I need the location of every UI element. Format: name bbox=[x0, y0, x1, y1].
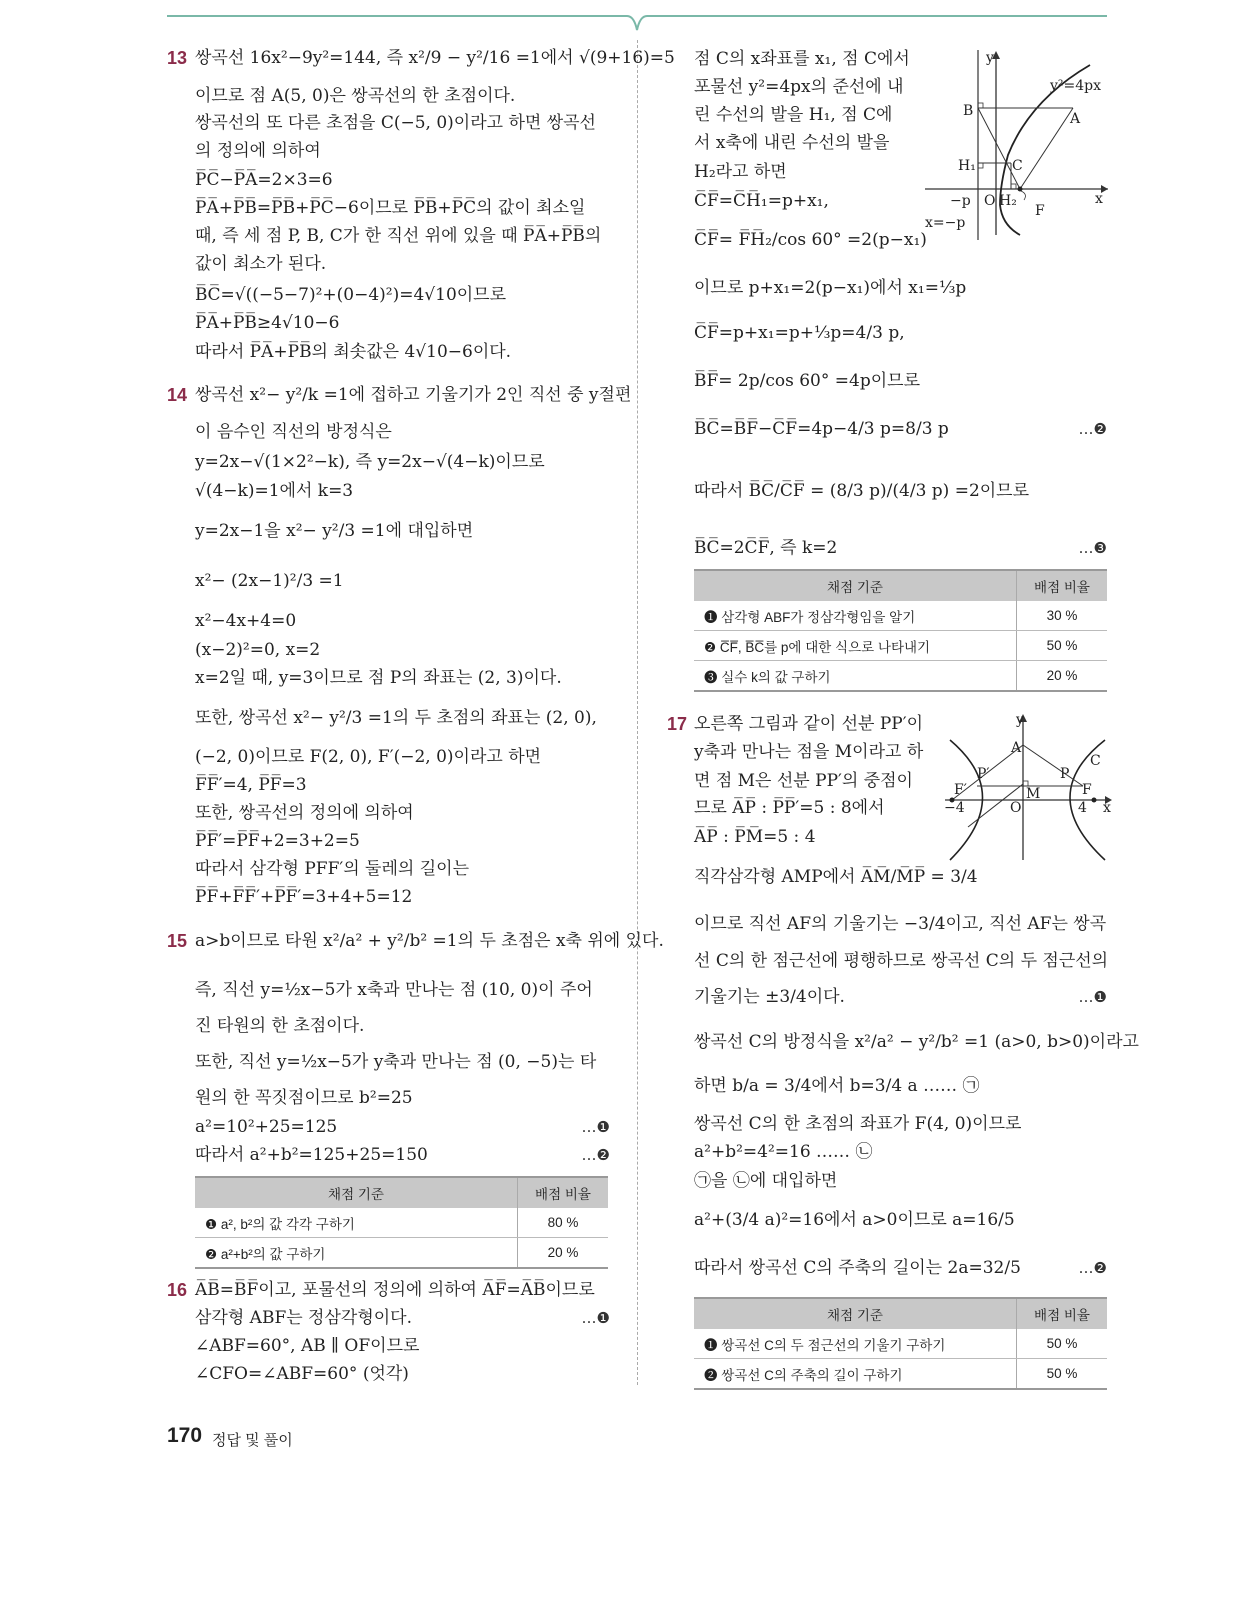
solution-line: 또한, 쌍곡선 x²− y²/3 =1의 두 초점의 좌표는 (2, 0), bbox=[195, 708, 597, 728]
solution-line: 린 수선의 발을 H₁, 점 C에 bbox=[694, 105, 893, 125]
step-marker: …❷ bbox=[1078, 420, 1107, 438]
ratio-cell: 80 % bbox=[518, 1208, 609, 1238]
solution-line: ∠CFO=∠ABF=60° (엇각) bbox=[195, 1364, 409, 1384]
solution-line: 또한, 직선 y=½x−5가 y축과 만나는 점 (0, −5)는 타 bbox=[195, 1052, 597, 1072]
solution-line: 서 x축에 내린 수선의 발을 bbox=[694, 133, 890, 153]
solution-line: √(4−k)=1에서 k=3 bbox=[195, 481, 354, 501]
fig1-negp-label: −p bbox=[950, 193, 971, 209]
solution-line: 하면 b/a = 3/4에서 b=3/4 a …… ㉠ bbox=[694, 1076, 980, 1096]
table-header bbox=[195, 1177, 608, 1208]
fig1-curve-label: y²=4px bbox=[1050, 78, 1102, 94]
fig2-Pprime-label: P′ bbox=[977, 766, 990, 782]
solution-line: 삼각형 ABF는 정삼각형이다. bbox=[195, 1308, 412, 1328]
fig1-H1-label: H₁ bbox=[958, 158, 976, 174]
problem-number: 15 bbox=[167, 931, 188, 951]
table-row bbox=[694, 661, 1107, 692]
page-number: 170 bbox=[167, 1424, 203, 1447]
solution-line: x²−4x+4=0 bbox=[195, 611, 297, 631]
criterion-cell: ❷ C̅F̅, B̅C̅를 p에 대한 식으로 나타내기 bbox=[694, 631, 1017, 661]
ratio-cell: 50 % bbox=[1017, 1329, 1108, 1359]
scoring-table-16 bbox=[694, 569, 1107, 692]
solution-line: y축과 만나는 점을 M이라고 하 bbox=[694, 742, 924, 762]
fig2-y-label: y bbox=[1016, 712, 1024, 728]
ratio-cell: 20 % bbox=[518, 1238, 609, 1269]
ratio-cell: 50 % bbox=[1017, 1359, 1108, 1390]
fig1-x-label: x bbox=[1095, 191, 1103, 207]
step-marker: …❶ bbox=[581, 1118, 610, 1136]
solution-line: 쌍곡선 C의 한 초점의 좌표가 F(4, 0)이므로 bbox=[694, 1114, 1022, 1134]
solution-line: 따라서 a²+b²=125+25=150 bbox=[195, 1145, 428, 1165]
solution-line: 직각삼각형 AMP에서 A̅M̅/M̅P̅ = 3/4 bbox=[694, 867, 978, 887]
solution-line: a²+(3/4 a)²=16에서 a>0이므로 a=16/5 bbox=[694, 1210, 1015, 1230]
fig1-A-label: A bbox=[1070, 111, 1081, 127]
header-cell: 채점 기준 bbox=[694, 570, 1017, 601]
scoring-table-15 bbox=[195, 1176, 608, 1269]
solution-line: P̅A̅+P̅B̅≥4√10−6 bbox=[195, 313, 340, 333]
solution-line: 선 C의 한 점근선에 평행하므로 쌍곡선 C의 두 점근선의 bbox=[694, 951, 1109, 971]
problem-number: 14 bbox=[167, 385, 188, 405]
scoring-table-17 bbox=[694, 1297, 1107, 1390]
solution-line: 면 점 M은 선분 PP′의 중점이 bbox=[694, 771, 913, 791]
solution-line: a²=10²+25=125 bbox=[195, 1117, 338, 1137]
solution-line: x²− (2x−1)²/3 =1 bbox=[195, 571, 344, 591]
solution-line: 포물선 y²=4px의 준선에 내 bbox=[694, 77, 904, 97]
fig2-neg4-label: −4 bbox=[944, 800, 965, 816]
header-cell: 채점 기준 bbox=[694, 1298, 1017, 1329]
solution-line: B̅C̅=2C̅F̅, 즉 k=2 bbox=[694, 538, 838, 558]
solution-line: 이 음수인 직선의 방정식은 bbox=[195, 422, 392, 442]
solution-line: y=2x−√(1×2²−k), 즉 y=2x−√(4−k)이므로 bbox=[195, 452, 545, 472]
solution-line: A̅B̅=B̅F̅이고, 포물선의 정의에 의하여 A̅F̅=A̅B̅이므로 bbox=[195, 1280, 595, 1300]
criterion-cell: ❸ 실수 k의 값 구하기 bbox=[694, 661, 1017, 692]
table-row bbox=[694, 631, 1107, 661]
ratio-cell: 50 % bbox=[1017, 631, 1108, 661]
solution-line: H₂라고 하면 bbox=[694, 162, 787, 182]
fig1-O-label: O bbox=[984, 193, 996, 209]
problem-number: 17 bbox=[667, 714, 688, 734]
solution-line: B̅C̅=B̅F̅−C̅F̅=4p−4/3 p=8/3 p bbox=[694, 419, 949, 439]
criterion-cell: ❷ a²+b²의 값 구하기 bbox=[195, 1238, 518, 1269]
criterion-cell: ❶ 쌍곡선 C의 두 점근선의 기울기 구하기 bbox=[694, 1329, 1017, 1359]
solution-line: 이므로 p+x₁=2(p−x₁)에서 x₁=⅓p bbox=[694, 278, 967, 298]
figure-hyperbola bbox=[930, 710, 1115, 865]
column-divider bbox=[637, 40, 638, 1385]
table-row bbox=[694, 1359, 1107, 1390]
criterion-cell: ❷ 쌍곡선 C의 주축의 길이 구하기 bbox=[694, 1359, 1017, 1390]
table-header bbox=[694, 1298, 1107, 1329]
step-marker: …❷ bbox=[581, 1146, 610, 1164]
solution-line: ∠ABF=60°, AB ∥ OF이므로 bbox=[195, 1336, 420, 1356]
problem-number: 16 bbox=[167, 1280, 188, 1300]
ratio-cell: 30 % bbox=[1017, 601, 1108, 631]
solution-line: ㉠을 ㉡에 대입하면 bbox=[694, 1171, 838, 1191]
fig2-x-label: x bbox=[1103, 800, 1111, 816]
solution-line: x=2일 때, y=3이므로 점 P의 좌표는 (2, 3)이다. bbox=[195, 668, 562, 688]
footer-title: 정답 및 풀이 bbox=[212, 1432, 293, 1449]
step-marker: …❸ bbox=[1078, 539, 1107, 557]
solution-line: C̅F̅=p+x₁=p+⅓p=4/3 p, bbox=[694, 323, 905, 343]
solution-line: A̅P̅ : P̅M̅=5 : 4 bbox=[694, 827, 816, 847]
solution-line: 므로 A̅P̅ : P̅P̅′=5 : 8에서 bbox=[694, 798, 885, 818]
solution-line: B̅C̅=√((−5−7)²+(0−4)²)=4√10이므로 bbox=[195, 285, 507, 305]
solution-line: 이므로 직선 AF의 기울기는 −3/4이고, 직선 AF는 쌍곡 bbox=[694, 914, 1107, 934]
table-row bbox=[694, 601, 1107, 631]
solution-line: C̅F̅= F̅H̅₂/cos 60° =2(p−x₁) bbox=[694, 230, 927, 250]
solution-line: 의 정의에 의하여 bbox=[195, 141, 321, 161]
top-rule bbox=[0, 0, 1240, 40]
solution-line: 따라서 P̅A̅+P̅B̅의 최솟값은 4√10−6이다. bbox=[195, 342, 512, 362]
solution-line: P̅F̅′=P̅F̅+2=3+2=5 bbox=[195, 831, 360, 851]
solution-line: 쌍곡선 x²− y²/k =1에 접하고 기울기가 2인 직선 중 y절편 bbox=[195, 385, 632, 405]
solution-line: 기울기는 ±3/4이다. bbox=[694, 987, 845, 1007]
solution-line: 따라서 B̅C̅/C̅F̅ = (8/3 p)/(4/3 p) =2이므로 bbox=[694, 481, 1030, 501]
figure-parabola bbox=[920, 45, 1115, 240]
fig1-y-label: y bbox=[986, 50, 994, 66]
step-marker: …❶ bbox=[581, 1309, 610, 1327]
solution-line: C̅F̅=C̅H̅₁=p+x₁, bbox=[694, 191, 829, 211]
header-cell: 배점 비율 bbox=[1017, 1298, 1108, 1329]
header-cell: 배점 비율 bbox=[1017, 570, 1108, 601]
solution-line: (x−2)²=0, x=2 bbox=[195, 640, 321, 660]
solution-line: 쌍곡선 C의 방정식을 x²/a² − y²/b² =1 (a>0, b>0)이라고 bbox=[694, 1032, 1139, 1052]
solution-line: y=2x−1을 x²− y²/3 =1에 대입하면 bbox=[195, 521, 474, 541]
fig2-M-label: M bbox=[1026, 786, 1041, 802]
solution-line: P̅A̅+P̅B̅=P̅B̅+P̅C̅−6이므로 P̅B̅+P̅C̅의 값이 최소일 bbox=[195, 198, 586, 218]
fig1-B-label: B bbox=[963, 103, 974, 119]
solution-line: a²+b²=4²=16 …… ㉡ bbox=[694, 1142, 873, 1162]
step-marker: …❷ bbox=[1078, 1259, 1107, 1277]
fig2-O-label: O bbox=[1010, 800, 1022, 816]
table-row bbox=[694, 1329, 1107, 1359]
solution-line: 진 타원의 한 초점이다. bbox=[195, 1016, 365, 1036]
fig2-F-label: F bbox=[1082, 782, 1092, 798]
solution-line: 때, 즉 세 점 P, B, C가 한 직선 위에 있을 때 P̅A̅+P̅B̅의 bbox=[195, 226, 602, 246]
header-cell: 채점 기준 bbox=[195, 1177, 518, 1208]
fig2-A-label: A bbox=[1011, 740, 1022, 756]
ratio-cell: 20 % bbox=[1017, 661, 1108, 692]
fig2-P-label: P bbox=[1060, 766, 1070, 782]
solution-line: 이므로 점 A(5, 0)은 쌍곡선의 한 초점이다. bbox=[195, 86, 516, 106]
fig1-C-label: C bbox=[1012, 158, 1023, 174]
solution-line: 쌍곡선 16x²−9y²=144, 즉 x²/9 − y²/16 =1에서 √(9+16)=5 bbox=[195, 48, 675, 68]
table-row bbox=[195, 1208, 608, 1238]
fig1-F-label: F bbox=[1035, 203, 1045, 219]
solution-line: 값이 최소가 된다. bbox=[195, 254, 327, 274]
criterion-cell: ❶ a², b²의 값 각각 구하기 bbox=[195, 1208, 518, 1238]
solution-line: 즉, 직선 y=½x−5가 x축과 만나는 점 (10, 0)이 주어 bbox=[195, 980, 593, 1000]
fig2-four-label: 4 bbox=[1078, 800, 1087, 816]
table-row bbox=[195, 1238, 608, 1269]
fig1-directrix-label: x=−p bbox=[925, 215, 966, 231]
solution-line: a>b이므로 타원 x²/a² + y²/b² =1의 두 초점은 x축 위에 있다. bbox=[195, 931, 664, 951]
solution-line: 오른쪽 그림과 같이 선분 PP′이 bbox=[694, 714, 923, 734]
header-cell: 배점 비율 bbox=[518, 1177, 609, 1208]
solution-line: 점 C의 x좌표를 x₁, 점 C에서 bbox=[694, 49, 910, 69]
step-marker: …❶ bbox=[1078, 988, 1107, 1006]
solution-line: 원의 한 꼭짓점이므로 b²=25 bbox=[195, 1088, 413, 1108]
fig2-Fprime-label: F′ bbox=[954, 782, 967, 798]
solution-line: (−2, 0)이므로 F(2, 0), F′(−2, 0)이라고 하면 bbox=[195, 747, 542, 767]
fig2-C-label: C bbox=[1090, 753, 1101, 769]
criterion-cell: ❶ 삼각형 ABF가 정삼각형임을 알기 bbox=[694, 601, 1017, 631]
solution-line: F̅F̅′=4, P̅F̅=3 bbox=[195, 775, 307, 795]
fig1-H2-label: H₂ bbox=[999, 193, 1017, 209]
solution-line: 또한, 쌍곡선의 정의에 의하여 bbox=[195, 803, 414, 823]
solution-line: P̅C̅−P̅A̅=2×3=6 bbox=[195, 170, 333, 190]
solution-line: 쌍곡선의 또 다른 초점을 C(−5, 0)이라고 하면 쌍곡선 bbox=[195, 113, 596, 133]
solution-line: P̅F̅+F̅F̅′+P̅F̅′=3+4+5=12 bbox=[195, 887, 413, 907]
solution-line: B̅F̅= 2p/cos 60° =4p이므로 bbox=[694, 371, 920, 391]
table-header bbox=[694, 570, 1107, 601]
solution-line: 따라서 쌍곡선 C의 주축의 길이는 2a=32/5 bbox=[694, 1258, 1021, 1278]
problem-number: 13 bbox=[167, 48, 188, 68]
solution-line: 따라서 삼각형 PFF′의 둘레의 길이는 bbox=[195, 859, 469, 879]
